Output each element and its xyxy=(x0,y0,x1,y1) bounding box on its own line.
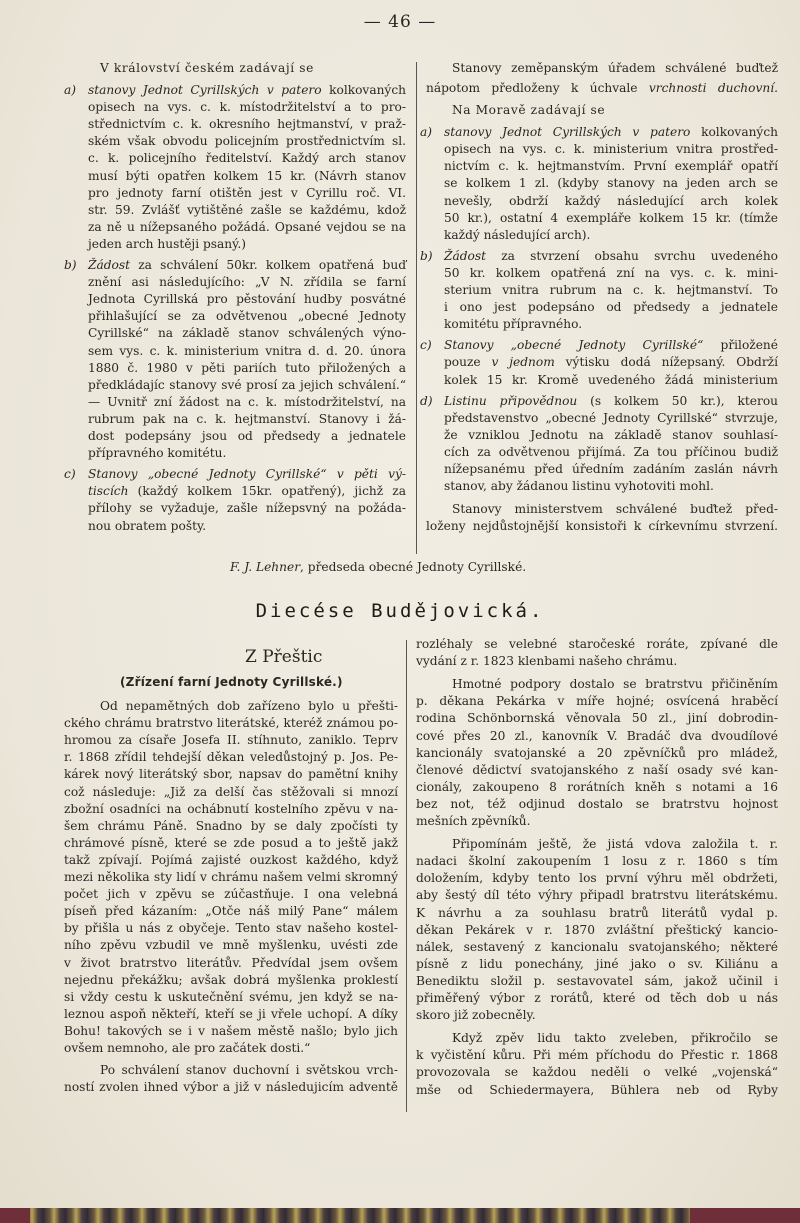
list-item-line xyxy=(444,265,778,282)
text-run: pro jednoty farní otištěn jest v Cyrillu roč. VI. xyxy=(88,185,406,200)
article-line: Bohu! takových se i v našem městě našlo; bylo jich xyxy=(64,1023,398,1038)
text-run: dost podepsány jsou od předsedy a jednatele xyxy=(88,429,406,443)
article-line: hromou za císaře Josefa II. stíhnuto, zaniklo. Teprv xyxy=(64,733,398,748)
list-item-line xyxy=(444,410,778,427)
list-item-line xyxy=(88,445,406,462)
italic-run: v jednom xyxy=(491,355,555,370)
article-line: rodina Schönbornská věnovala 50 zl., jiní dobrodin- xyxy=(416,711,778,726)
page-number: — 46 — xyxy=(363,12,437,32)
italic-run: Stanovy „obecné Jednoty Cyrillské“ v pěti vý- xyxy=(88,467,406,482)
article-line: bez not, též odjinud dostalo se bratrstvu hojnost xyxy=(416,796,778,811)
paragraph-line: Stanovy ministerstvem schválené buďtež před- xyxy=(452,502,778,517)
list-item-line xyxy=(88,483,406,500)
text-run: kolkovaných xyxy=(321,83,406,97)
italic-run: Listinu připovědnou xyxy=(444,393,578,408)
list-item-line xyxy=(88,185,406,202)
text-run: 50 kr. kolkem opatřená zní na vys. c. k. mini- xyxy=(444,265,778,280)
list-item-line xyxy=(444,282,778,299)
article-line: Hmotné podpory dostalo se bratrstvu přičiněním xyxy=(452,677,778,692)
list-item-line xyxy=(444,337,778,354)
article-line: leznou aspoň někteří, kteří se ji vřele uchopí. A díky xyxy=(64,1006,398,1021)
list-item-line xyxy=(88,150,406,167)
list-item-line xyxy=(88,82,406,99)
article-line: by přišla u nás z obyčeje. Tento stav našeho kostel- xyxy=(64,921,398,936)
article-line: mše od Schiedermayera, Bühlera neb od Ryby xyxy=(416,1082,778,1097)
text-run: předkládajíc stanovy své prosí za jejich schválení.“ xyxy=(88,377,406,392)
article-line: kancionály svatojanské a 20 zpěvníčků pro mládež, xyxy=(416,745,778,760)
list-item-line xyxy=(444,316,778,333)
list-item-line xyxy=(88,202,406,219)
italic-run: stanovy Jednot Cyrillských v patero xyxy=(444,125,691,140)
text-run: přípravného komitétu. xyxy=(88,446,227,461)
article-line: šem chrámu Páně. Snadno by se daly zpočísti ty xyxy=(64,818,398,833)
list-label: d) xyxy=(420,393,433,408)
list-item-line xyxy=(444,210,778,227)
list-item-line xyxy=(444,248,778,265)
list-item-line xyxy=(88,168,406,185)
paragraph-line xyxy=(426,80,778,97)
article-line: Po schválení stanov duchovní i světskou vrch- xyxy=(100,1063,398,1078)
article-line: což následuje: „Již za delší čas stěžovali si mnozí xyxy=(64,784,398,799)
list-item-line xyxy=(88,325,406,342)
section-intro xyxy=(100,60,400,77)
text-run: (s kolkem 50 kr.), kterou xyxy=(577,393,779,408)
page-edge-strip xyxy=(0,1208,800,1223)
article-line: píseň před kázaním: „Otče náš milý Pane“ málem xyxy=(64,904,398,919)
list-item-line xyxy=(444,393,778,410)
italic-run: vrchnosti duchovní. xyxy=(648,81,778,96)
text-run: nížepsanému před úředním zadáním zaslán návrh xyxy=(444,462,778,476)
article-line: K návrhu a za souhlasu bratrů literátů vydal p. xyxy=(416,905,778,920)
intro-text: Na Moravě zadávají se xyxy=(452,103,606,118)
text-run: 1880 č. 1980 v pěti pariích tuto přiložených a xyxy=(88,360,406,375)
italic-run: Žádost xyxy=(88,258,131,272)
list-item-line xyxy=(88,428,406,445)
article-line: v život bratrstvo literátův. Předvídal jsem ovšem xyxy=(64,955,398,970)
list-item-line xyxy=(444,124,778,141)
list-item-line xyxy=(444,141,778,158)
list-item-line xyxy=(444,227,778,244)
text-run: str. 59. Zvlášť vytištěné zašle se každému, kdož xyxy=(88,202,406,217)
page-edge-right xyxy=(690,1208,800,1223)
list-label: c) xyxy=(420,338,432,353)
article-line: takž zpívají. Pojímá zajisté ouzkost každého, když xyxy=(64,852,398,867)
list-item-line xyxy=(88,500,406,517)
list-item-line xyxy=(444,427,778,444)
list-item-line xyxy=(444,478,778,495)
column-divider-bottom xyxy=(406,640,407,1112)
section-intro xyxy=(452,102,752,119)
text-run: nevešly, obdrží každý následující arch kolek xyxy=(444,193,778,208)
article-line: r. 1868 zřídil tehdejší děkan veledůstojný p. Jos. Pe- xyxy=(64,750,398,765)
article-line: zbožní osadníci na ochábnutí kostelního zpěvu v na- xyxy=(64,801,398,816)
text-run: nou obratem pošty. xyxy=(88,518,207,533)
list-item-line xyxy=(444,354,778,371)
list-item-line xyxy=(88,99,406,116)
text-run: Jednota Cyrillská pro pěstování hudby posvátné xyxy=(88,292,406,307)
article-line: k vyčistění kůru. Při mém příchodu do Přestic r. 1868 xyxy=(416,1048,778,1063)
article-line: kárek nový literátský sbor, napsav do pamětní knihy xyxy=(64,767,398,782)
signature xyxy=(230,559,526,576)
list-item-line xyxy=(444,193,778,210)
list-item-line xyxy=(88,343,406,360)
text-run: stanov, aby žádanou listinu vyhotoviti mohl. xyxy=(444,479,714,494)
text-run: musí býti opatřen kolkem 15 kr. (Návrh stanov xyxy=(88,168,406,183)
article-line: nálek, sestavený z kancionalu svatojanského; některé xyxy=(416,939,778,954)
list-item-line xyxy=(88,411,406,428)
article-line: přiměřený výbor z rorátů, které od těch dob u nás xyxy=(416,991,778,1005)
paragraph-line: Stanovy zeměpanským úřadem schválené buďtež xyxy=(452,61,778,75)
signature-rest: , předseda obecné Jednoty Cyrillské. xyxy=(300,560,527,574)
article-line: počet jich v zpěvu se zúčastňuje. I ona velebná xyxy=(64,887,398,902)
signature-name: F. J. Lehner xyxy=(230,560,301,574)
text-run: nápotom předloženy k úchvale xyxy=(426,81,649,96)
text-run: každý následující arch). xyxy=(444,227,591,242)
article-line: ckého chrámu bratrstvo literátské, kteréž známou po- xyxy=(64,716,398,731)
text-run: přílohy se vyžaduje, zašle nížepsvný na požáda- xyxy=(88,501,406,516)
list-label: a) xyxy=(420,125,433,140)
text-run: střednictvím c. k. okresního hejtmanství, v praž- xyxy=(88,117,406,132)
article-line: mešních zpěvníků. xyxy=(416,814,531,828)
italic-run: Žádost xyxy=(444,248,487,263)
list-item-line xyxy=(88,257,406,274)
article-line: ností zvolen ihned výbor a již v následujicím adventě xyxy=(64,1080,398,1095)
list-label: a) xyxy=(64,83,77,97)
article-line: ního zpěvu vzbudil ve mně myšlenku, uvésti zde xyxy=(64,938,398,953)
article-line: provozovala se každou neděli o velké „vojenská“ xyxy=(416,1065,778,1080)
text-run: za ně u nížepsaného požádá. Opsané vejdou se na xyxy=(88,219,406,234)
list-item-line xyxy=(88,274,406,291)
article-line: rozléhaly se velebné staročeské roráte, zpívané dle xyxy=(416,637,778,651)
article-line: nejednu překážku; avšak dobrá myšlenka proklestí xyxy=(64,972,398,987)
text-run: že vzniklou Jednotu na základě stanov souhlasí- xyxy=(444,427,778,442)
article-line: nadaci školní zakoupením 1 losu z r. 1860 s tím xyxy=(416,854,778,869)
article-line: cionály, zakoupeno 8 rorátních kněh s notami a 16 xyxy=(416,779,778,794)
text-run: jeden arch hustěji psaný.) xyxy=(88,236,247,251)
text-run: 50 kr.), ostatní 4 exempláře kolkem 15 kr. (tímže xyxy=(444,210,778,225)
article-line: Připomínám ještě, že jistá vdova založila t. r. xyxy=(452,837,778,852)
article-line: mezi několika sty lidí v chrámu našem velmi skromný xyxy=(64,870,398,884)
diocese-heading: Diecése Budějovická. xyxy=(255,600,545,622)
text-run: se kolkem 1 zl. (kdyby stanovy na jeden arch se xyxy=(444,176,778,191)
article-line: Od nepamětných dob zařízeno bylo u přešti- xyxy=(100,699,398,713)
column-divider-top xyxy=(416,62,417,554)
text-run: cích za odvětvenou přijímá. Za tou příčinou budiž xyxy=(444,444,778,459)
article-line: skoro již zobecněly. xyxy=(416,1008,536,1023)
list-item-line xyxy=(88,116,406,133)
text-run: Cyrillské“ na základě stanov schválených výno- xyxy=(88,326,406,341)
list-label: b) xyxy=(64,258,77,272)
text-run: i ono jest podepsáno od předsedy a jednatele xyxy=(444,300,778,315)
list-item-line xyxy=(88,518,406,535)
article-line: si vždy cestu k uskutečnění svému, jen když se na- xyxy=(64,989,398,1004)
article-title: Z Přeštic xyxy=(245,647,323,667)
list-item-line xyxy=(444,299,778,316)
article-line: písně z lidu ponechány, jiné jako o sv. Kiliánu a xyxy=(416,956,778,971)
list-item-line xyxy=(88,360,406,377)
italic-run: tiscích xyxy=(88,484,129,499)
text-run: c. k. policejního ředitelství. Každý arch stanov xyxy=(88,151,406,166)
list-item-line xyxy=(444,461,778,478)
text-run: sterium vnitra rubrum na c. k. hejtmanství. To xyxy=(444,283,778,297)
text-run: pouze xyxy=(444,355,492,370)
text-run: (každý kolkem 15kr. opatřený), jichž za xyxy=(128,484,406,499)
article-subtitle: (Zřízení farní Jednoty Cyrillské.) xyxy=(120,675,343,689)
text-run: představenstvo „obecné Jednoty Cyrillské“ stvrzuje, xyxy=(444,410,778,425)
text-run: komitétu přípravného. xyxy=(444,317,583,332)
text-run: rubrum pak na c. k. hejtmanství. Stanovy i žá- xyxy=(88,411,406,426)
text-run: znění asi následujícího: „V N. zřídila se farní xyxy=(88,275,406,290)
article-line: Benediktu složil p. sestavovatel sám, jakož učinil i xyxy=(416,973,778,988)
list-item-line xyxy=(444,372,778,389)
italic-run: stanovy Jednot Cyrillských v patero xyxy=(88,83,322,97)
text-run: přiložené xyxy=(703,338,778,353)
article-line: doložením, kdyby tento los první výhru měl obdržeti, xyxy=(416,871,778,886)
list-item-line xyxy=(444,444,778,461)
intro-text: V království českém zadávají se xyxy=(100,61,314,75)
article-line: ovšem nemnoho, ale pro začátek dosti.“ xyxy=(64,1041,311,1055)
list-item-line xyxy=(88,133,406,150)
article-line: p. děkana Pekárka v míře hojné; osvícená hraběcí xyxy=(416,694,778,709)
list-item-line xyxy=(444,175,778,192)
text-run: přihlašující se za odvětvenou „obecné Jednoty xyxy=(88,309,406,324)
text-run: výtisku dodá nížepsaný. Obdrží xyxy=(554,355,778,370)
paragraph-line: loženy nejdůstojnější konsistoři k církevnímu stvrzení. xyxy=(426,519,778,534)
list-item-line xyxy=(88,219,406,236)
article-line: aby šestý díl této výhry připadl bratrstvu literátskému. xyxy=(416,888,778,903)
text-run: ském však obvodu policejním prostřednictvím sl. xyxy=(88,134,406,149)
text-run: — Uvnitř zní žádost na c. k. místodržitelství, na xyxy=(88,394,406,409)
article-line: cové přes 20 zl., kanovník V. Bradáč dva dvoudílové xyxy=(416,728,778,743)
text-run: za schválení 50kr. kolkem opatřená buď xyxy=(130,258,406,272)
list-item-line xyxy=(444,158,778,175)
list-item-line xyxy=(88,466,406,483)
list-item-line xyxy=(88,291,406,308)
article-line: děkan Pekárek v r. 1870 zvláštní přeštický kancio- xyxy=(416,922,778,937)
list-label: c) xyxy=(64,467,76,482)
list-item-line xyxy=(88,308,406,325)
text-run: sem vys. c. k. ministerium vnitra d. d. 20. února xyxy=(88,343,406,358)
text-run: opisech na vys. c. k. ministerium vnitra prostřed- xyxy=(444,142,778,157)
text-run: za stvrzení obsahu svrchu uvedeného xyxy=(486,248,778,263)
article-line: chrámové písně, které se zde posud a to ještě jakž xyxy=(64,835,398,850)
article-line: Když zpěv lidu takto zveleben, přikročilo se xyxy=(452,1031,778,1046)
article-line: vydání z r. 1823 klenbami našeho chrámu. xyxy=(416,654,678,669)
article-line: členové dědictví svatojanského z naší osady své kan- xyxy=(416,762,778,777)
page-edge-left xyxy=(0,1208,30,1223)
list-item-line xyxy=(88,394,406,411)
text-run: nictvím c. k. hejtmanstvím. První exemplář opatří xyxy=(444,159,778,174)
list-label: b) xyxy=(420,248,433,263)
italic-run: Stanovy „obecné Jednoty Cyrillské“ xyxy=(444,338,704,353)
text-run: kolkovaných xyxy=(690,125,778,140)
list-item-line xyxy=(88,236,406,253)
text-run: kolek 15 kr. Kromě uvedeného žádá ministerium xyxy=(444,372,778,387)
list-item-line xyxy=(88,377,406,394)
text-run: opisech na vys. c. k. místodržitelství a to pro- xyxy=(88,100,406,115)
